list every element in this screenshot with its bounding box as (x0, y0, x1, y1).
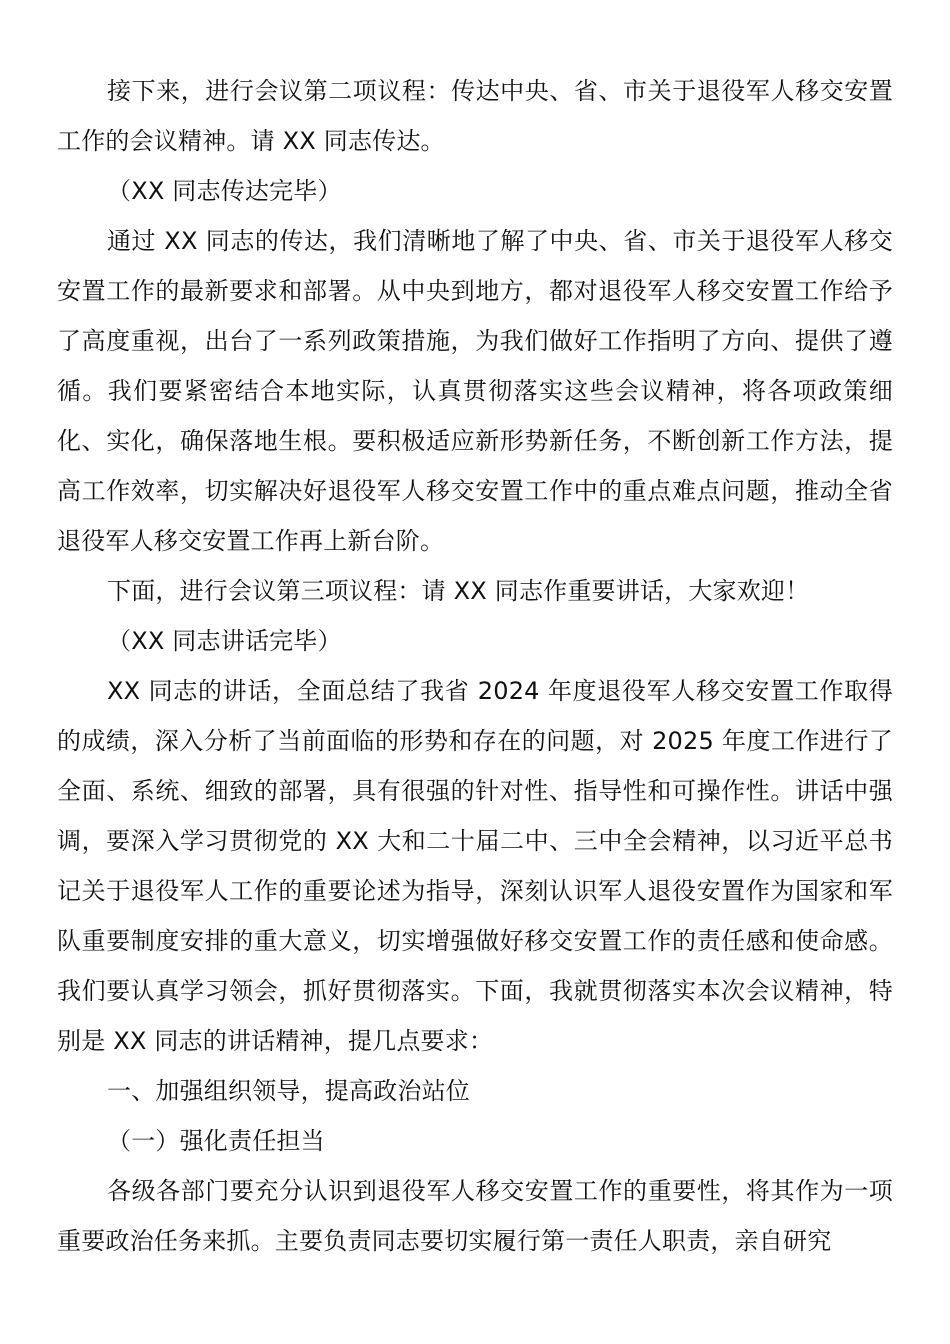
paragraph-responsibility: 各级各部门要充分认识到退役军人移交安置工作的重要性，将其作为一项重要政治任务来抓。主要负责同志要切实履行第一责任人职责，亲自研究 (57, 1177, 893, 1255)
paragraph-speech-summary: XX 同志的讲话，全面总结了我省 2024 年度退役军人移交安置工作取得的成绩，深入分析了当前面临的形势和存在的问题，对 2025 年度工作进行了全面、系统、细致的部署，具有很强的针对性、指导性和可操作性。讲话中强调，要深入学习贯彻党的 XX 大和二十届二中、三中全会精神，以习近平总书记关于退役军人工作的重要论述为指导，深刻认识军人退役安置作为国家和军队重要制度安排的重大意义，切实增强做好移交安置工作的责任感和使命感。我们要认真学习领会，抓好贯彻落实。下面，我就贯彻落实本次会议精神，特别是 XX 同志的讲话精神，提几点要求： (57, 677, 893, 1055)
paragraph-transmission-summary: 通过 XX 同志的传达，我们清晰地了解了中央、省、市关于退役军人移交安置工作的最新要求和部署。从中央到地方，都对退役军人移交安置工作给予了高度重视，出台了一系列政策措施，为我们做好工作指明了方向、提供了遵循。我们要紧密结合本地实际，认真贯彻落实这些会议精神，将各项政策细化、实化，确保落地生根。要积极适应新形势新任务，不断创新工作方法，提高工作效率，切实解决好退役军人移交安置工作中的重点难点问题，推动全省退役军人移交安置工作再上新台阶。 (57, 227, 893, 555)
note-transmission-finished: （XX 同志传达完毕） (107, 177, 342, 205)
document-body (57, 66, 893, 1266)
section-heading-one: 一、加强组织领导，提高政治站位 (107, 1077, 470, 1105)
paragraph-agenda-three: 下面，进行会议第三项议程：请 XX 同志作重要讲话，大家欢迎！ (107, 577, 810, 605)
subsection-heading-one: （一）强化责任担当 (107, 1127, 325, 1155)
note-speech-finished: （XX 同志讲话完毕） (107, 627, 342, 655)
paragraph-agenda-two: 接下来，进行会议第二项议程：传达中央、省、市关于退役军人移交安置工作的会议精神。请 XX 同志传达。 (57, 77, 893, 155)
